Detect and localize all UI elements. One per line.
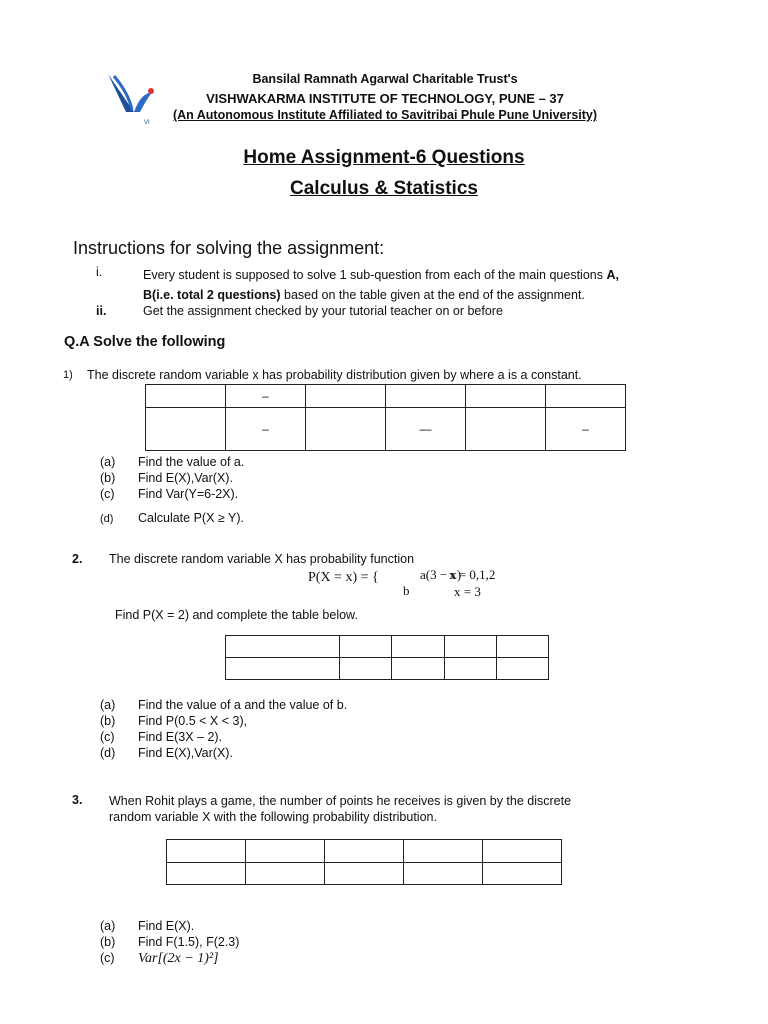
q2-find-text: Find P(X = 2) and complete the table below. xyxy=(115,608,358,622)
q2-part-c: (c) Find E(3X – 2). xyxy=(100,730,223,744)
q3-parts xyxy=(100,918,239,967)
q3-text: When Rohit plays a game, the number of points he receives is given by the discrete random variable X with the following probability distribution. xyxy=(109,794,572,824)
q1-cell: – xyxy=(545,408,625,451)
q2-case1-cond: x = 0,1,2 xyxy=(449,567,496,582)
q2-part-b: (b) Find P(0.5 < X < 3), xyxy=(100,714,248,728)
q1-number: 1) xyxy=(63,369,73,381)
q2-number: 2. xyxy=(72,552,83,566)
q1-cell: – xyxy=(225,408,305,451)
instruction-num-1: i. xyxy=(96,265,103,279)
assignment-title: Home Assignment-6 Questions xyxy=(243,147,525,168)
q2-part-d: (d) Find E(X),Var(X). xyxy=(100,746,233,760)
q3-part-b: (b) Find F(1.5), F(2.3) xyxy=(100,935,240,949)
q2-part-a: (a) Find the value of a and the value of b. xyxy=(100,698,348,712)
q1-cell xyxy=(466,408,546,451)
q1-cell xyxy=(146,385,226,408)
q2-table xyxy=(225,635,549,680)
q1-cell xyxy=(385,385,465,408)
q1-part-b: (b) Find E(X),Var(X). xyxy=(100,471,233,485)
q1-cell: — xyxy=(385,408,465,451)
q1-parts xyxy=(100,454,244,527)
q2-case2-cond: x = 3 xyxy=(454,584,481,599)
q1-cell xyxy=(146,408,226,451)
q1-part-a: (a) Find the value of a. xyxy=(100,455,245,469)
instruction-num-2: ii. xyxy=(96,304,107,318)
q1-cell xyxy=(305,408,385,451)
instruction-text-2: Get the assignment checked by your tutorial teacher on or before xyxy=(143,304,503,318)
subject-title: Calculus & Statistics xyxy=(290,178,478,199)
instructions-heading: Instructions for solving the assignment: xyxy=(73,238,385,258)
q1-part-d: (d) Calculate P(X ≥ Y). xyxy=(100,511,244,525)
q3-number: 3. xyxy=(72,793,83,807)
q3-part-c: (c) Var[(2x − 1)²] xyxy=(100,951,219,966)
q3-table xyxy=(166,839,562,885)
q2-text: The discrete random variable X has probability function xyxy=(109,552,415,566)
q2-case2-expr: b xyxy=(403,583,410,598)
q1-cell xyxy=(466,385,546,408)
affiliation: (An Autonomous Institute Affiliated to Savitribai Phule Pune University) xyxy=(172,108,598,122)
q2-formula-lhs: P(X = x) = { xyxy=(308,570,379,585)
q1-cell xyxy=(305,385,385,408)
svg-text:VI: VI xyxy=(144,120,150,126)
q2-parts xyxy=(100,697,347,761)
q1-cell: – xyxy=(225,385,305,408)
trust-name: Bansilal Ramnath Agarwal Charitable Trust's xyxy=(252,72,518,86)
instruction-text-1: Every student is supposed to solve 1 sub-question from each of the main questions A, B(i.e. total 2 questions) based on the table given at the end of the assignment. xyxy=(143,268,619,302)
institute-name: VISHWAKARMA INSTITUTE OF TECHNOLOGY, PUNE – 37 xyxy=(206,91,564,106)
q1-table xyxy=(145,384,626,451)
q1-cell xyxy=(545,385,625,408)
q3-part-a: (a) Find E(X). xyxy=(100,919,195,933)
q2-case1-expr: a(3 − x) xyxy=(420,567,462,582)
section-heading: Q.A Solve the following xyxy=(64,334,226,350)
q1-text: The discrete random variable x has probability distribution given by where a is a constant. xyxy=(87,368,582,382)
q1-part-c: (c) Find Var(Y=6-2X). xyxy=(100,487,239,501)
